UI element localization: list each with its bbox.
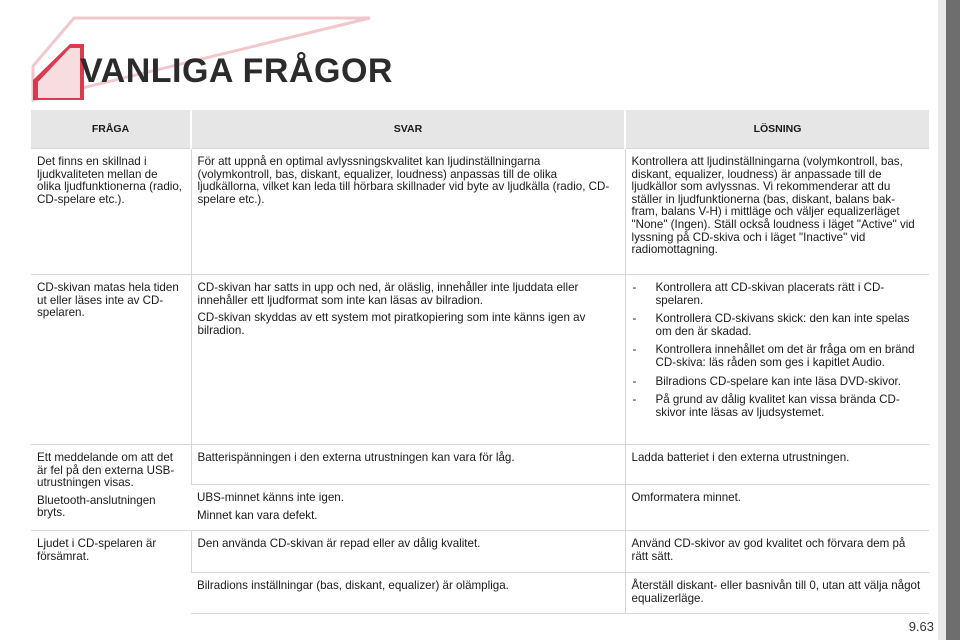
solution-cell [625,573,929,614]
answer-cell [191,531,625,573]
question-cell [31,275,191,445]
solution-text: Ladda batteriet i den externa utrustningen. [631,451,850,464]
solution-cell [625,485,929,531]
answer-text: UBS-minnet känns inte igen. [197,491,344,504]
question-text: Det finns en skillnad i ljudkvaliteten mellan de olika ljudfunktionerna (radio, CD-spelare etc.). [37,155,183,206]
answer-text: Den använda CD-skivan är repad eller av dålig kvalitet. [197,537,481,551]
question-cell [31,149,191,275]
answer-cell [191,573,625,614]
page-title: VANLIGA FRÅGOR [80,52,393,90]
solution-text: Återställ diskant- eller basnivån till 0, utan att välja något equalizerläge. [631,579,921,605]
solution-list [632,282,922,419]
answer-text: Minnet kan vara defekt. [197,508,318,522]
answer-text: Bilradions inställningar (bas, diskant, equalizer) är olämpliga. [197,579,509,593]
answer-text: Batterispänningen i den externa utrustningen kan vara för låg. [197,451,515,464]
answer-text: CD-skivan skyddas av ett system mot piratkopiering som inte känns igen av bilradion. [197,311,586,337]
solution-cell [625,531,929,573]
question-cell [31,445,191,531]
solution-text: Omformatera minnet. [631,491,742,504]
answer-text: För att uppnå en optimal avlyssningskvalitet kan ljudinställningarna (volymkontroll, bas, diskant, equalizer, loudness) anpassas till de olika ljudkällorna, vilket kan leda till hörbara skillnader vid byte av ljudkälla (radio, CD-spelare etc.). [197,155,610,206]
solution-text: Kontrollera att ljudinställningarna (volymkontroll, bas, diskant, equalizer, loudness) är anpassade till de ljudkällor som avlyssnas. Vi rekommenderar att du ställer in ljudfunktionerna (bas, diskant, balans bak-fram, balans V-H) i mittläge och väljer equalizerläget "None" (Ingen). Ställ också loudness i läget "Active" vid lyssning på CD-skiva och i läget "Inactive" vid radiomottagning. [631,155,915,257]
header-answer: SVAR [191,110,625,149]
question-cell [31,531,191,614]
list-item: - Kontrollera CD-skivans skick: den kan inte spelas om den är skadad. [632,313,922,338]
answer-cell [191,485,625,531]
question-text: Ett meddelande om att det är fel på den externa USB-utrustningen visas. [37,451,175,490]
question-text: Ljudet i CD-spelaren är försämrat. [37,537,157,563]
question-text: Bluetooth-anslutningen bryts. [37,493,156,520]
answer-cell [191,445,625,485]
page-number: 9.63 [908,619,934,634]
question-text: CD-skivan matas hela tiden ut eller läses inte av CD-spelaren. [37,281,179,320]
solution-cell [625,445,929,485]
answer-text: CD-skivan har satts in upp och ned, är oläslig, innehåller inte ljuddata eller innehåller ett ljudformat som inte kan läsas av bilradion. [197,281,579,307]
solution-cell [625,275,929,445]
table-row [31,531,929,573]
solution-cell [625,149,929,275]
side-tab [946,0,960,640]
table-row [31,149,929,275]
list-item: - På grund av dålig kvalitet kan vissa brända CD-skivor inte läsas av ljudsystemet. [632,394,922,419]
table-row [31,275,929,445]
table-row [31,445,929,485]
table-header-row [31,110,929,149]
header-solution: LÖSNING [625,110,929,149]
list-item: - Kontrollera innehållet om det är fråga om en bränd CD-skiva: läs råden som ges i kapitlet Audio. [632,344,922,369]
faq-table [31,110,929,614]
answer-cell [191,149,625,275]
list-item: - Kontrollera att CD-skivan placerats rätt i CD-spelaren. [632,282,922,307]
answer-cell [191,275,625,445]
header-question: FRÅGA [31,110,191,149]
list-item: - Bilradions CD-spelare kan inte läsa DVD-skivor. [632,376,922,389]
solution-text: Använd CD-skivor av god kvalitet och förvara dem på rätt sätt. [631,537,906,563]
